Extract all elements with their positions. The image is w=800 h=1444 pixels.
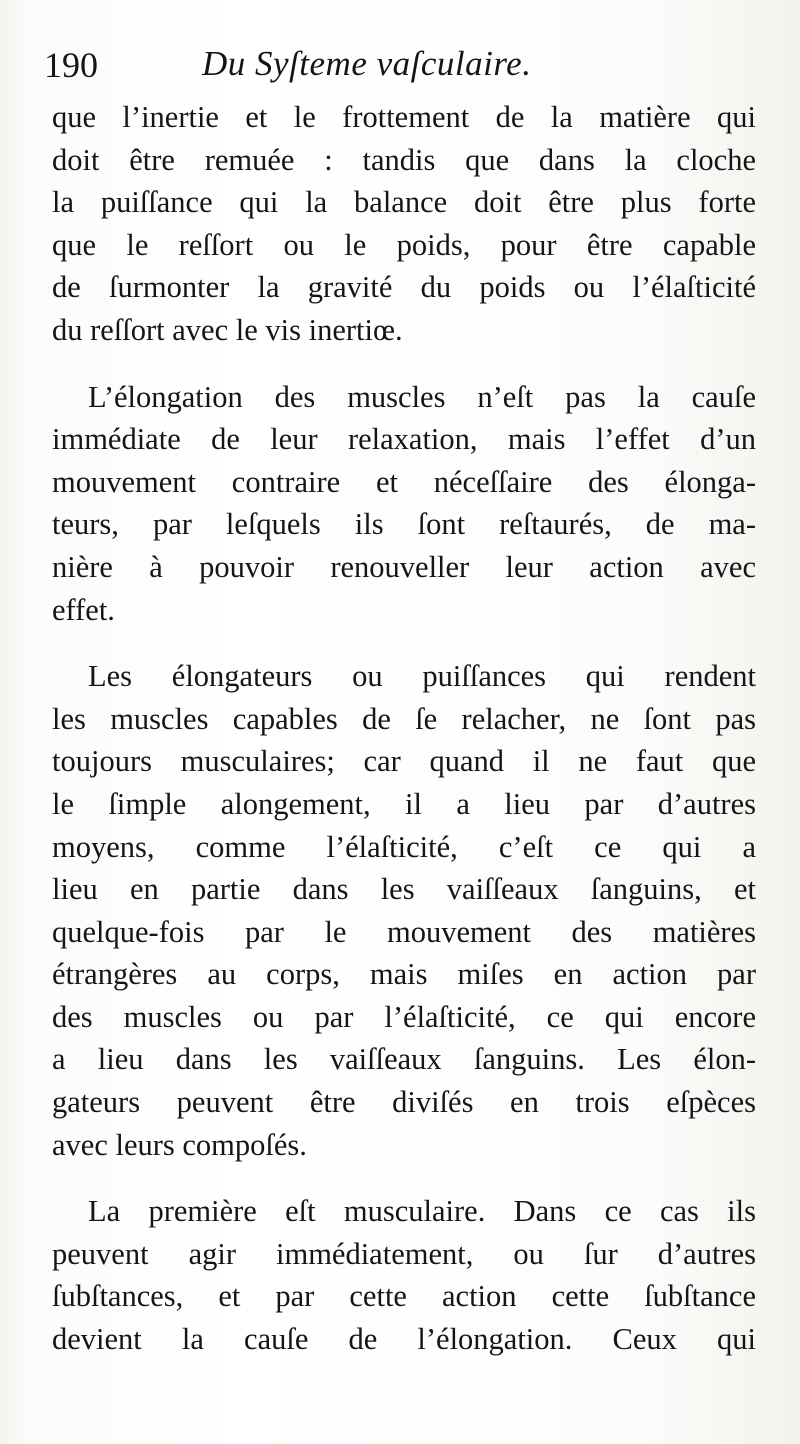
text-line: du reſſort avec le vis inertiœ. xyxy=(52,312,403,347)
paragraph-elongateurs xyxy=(52,655,756,1166)
text-line: des muscles ou par l’élaſticité, ce qui encore xyxy=(52,999,756,1034)
text-line: que le reſſort ou le poids, pour être capable xyxy=(52,227,756,262)
text-line: devient la cauſe de l’élongation. Ceux qui xyxy=(52,1322,756,1357)
text-line: peuvent agir immédiatement, ou ſur d’autres xyxy=(52,1236,756,1271)
page-number: 190 xyxy=(44,45,98,85)
text-line: effet. xyxy=(52,592,115,627)
text-line: moyens, comme l’élaſticité, c’eſt ce qui a xyxy=(52,829,756,864)
paragraph-premiere xyxy=(52,1190,756,1360)
text-line: toujours musculaires; car quand il ne faut que xyxy=(52,744,756,779)
text-line: Les élongateurs ou puiſſances qui rendent xyxy=(88,659,756,694)
text-line: immédiate de leur relaxation, mais l’effet d’un xyxy=(52,422,756,457)
text-line: avec leurs compoſés. xyxy=(52,1127,307,1162)
page-header xyxy=(44,40,764,92)
text-line: L’élongation des muscles n’eſt pas la cauſe xyxy=(88,379,756,414)
text-line: doit être remuée : tandis que dans la cloche xyxy=(52,142,756,177)
text-line: nière à pouvoir renouveller leur action avec xyxy=(52,549,756,584)
body-text xyxy=(52,96,756,1361)
text-line: que l’inertie et le frottement de la matière qui xyxy=(52,100,756,134)
text-line: étrangères au corps, mais miſes en action par xyxy=(52,957,756,992)
text-line: teurs, par leſquels ils ſont reſtaurés, de ma- xyxy=(52,507,756,542)
text-line: la puiſſance qui la balance doit être plus forte xyxy=(52,185,756,220)
text-line: de ſurmonter la gravité du poids ou l’élaſticité xyxy=(52,270,756,305)
running-title: Du Syſteme vaſculaire. xyxy=(202,44,532,83)
text-line: a lieu dans les vaiſſeaux ſanguins. Les élon- xyxy=(52,1042,756,1077)
text-line: le ſimple alongement, il a lieu par d’autres xyxy=(52,786,756,821)
text-line: mouvement contraire et néceſſaire des élonga- xyxy=(52,464,756,499)
paragraph-elongation xyxy=(52,376,756,632)
text-line: lieu en partie dans les vaiſſeaux ſanguins, et xyxy=(52,872,756,907)
text-line: les muscles capables de ſe relacher, ne ſont pas xyxy=(52,701,756,736)
paragraph-continuation xyxy=(52,96,756,352)
text-line: La première eſt musculaire. Dans ce cas ils xyxy=(88,1194,756,1229)
text-line: gateurs peuvent être diviſés en trois eſpèces xyxy=(52,1085,756,1120)
text-line: ſubſtances, et par cette action cette ſubſtance xyxy=(52,1279,756,1314)
text-line: quelque-fois par le mouvement des matières xyxy=(52,914,756,949)
